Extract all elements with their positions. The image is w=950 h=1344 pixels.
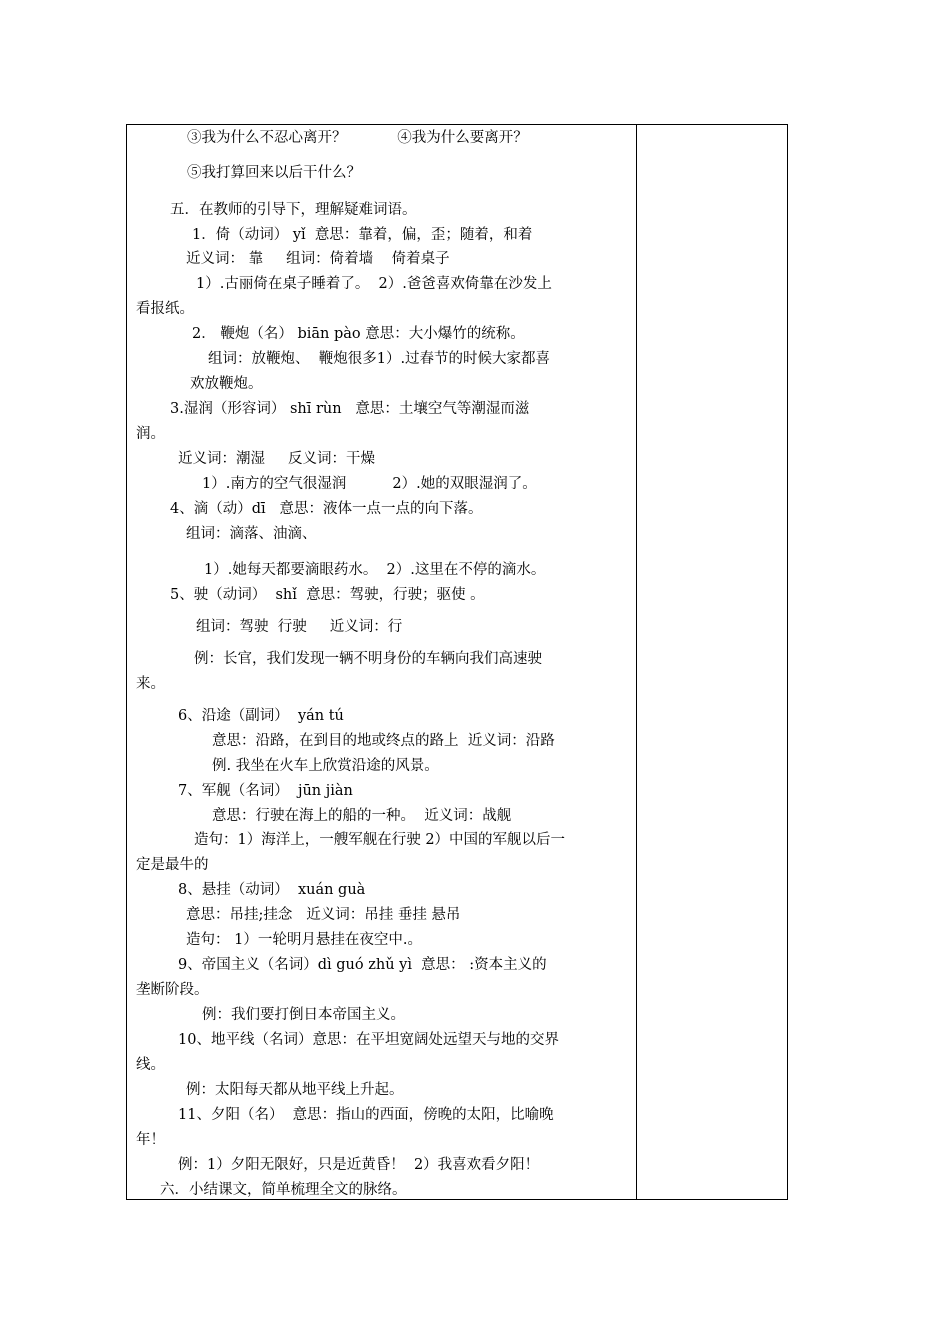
text-line: 定是最牛的 <box>136 857 209 873</box>
text-line: 线。 <box>136 1057 165 1073</box>
text-line: 11、夕阳（名） 意思：指山的西面，傍晚的太阳，比喻晚 <box>178 1107 554 1123</box>
text-line: 例：1）夕阳无限好，只是近黄昏！ 2）我喜欢看夕阳！ <box>178 1157 540 1173</box>
text-line: 组词：放鞭炮、 鞭炮很多1）.过春节的时候大家都喜 <box>208 351 551 367</box>
text-line: 8、悬挂（动词） xuán guà <box>178 882 366 898</box>
text-line: 来。 <box>136 676 165 692</box>
text-line: 造句： 1）一轮明月悬挂在夜空中.。 <box>186 932 422 948</box>
text-line: 3.湿润（形容词） shī rùn 意思：土壤空气等潮湿而滋 <box>170 401 530 417</box>
text-line: 6、沿途（副词） yán tú <box>178 708 344 724</box>
text-line: ⑤我打算回来以后干什么？ <box>187 165 361 181</box>
text-line: 近义词：潮湿 反义词：干燥 <box>178 451 376 467</box>
text-line: ③我为什么不忍心离开？ ④我为什么要离开？ <box>187 130 528 146</box>
text-line: 10、地平线（名词）意思：在平坦宽阔处远望天与地的交界 <box>178 1032 559 1048</box>
text-line: 看报纸。 <box>136 301 194 317</box>
text-line: 组词：驾驶 行驶 近义词：行 <box>196 619 403 635</box>
text-line: 1．倚（动词） yǐ 意思：靠着，偏，歪；随着，和着 <box>192 227 533 243</box>
text-line: 近义词： 靠 组词：倚着墙 倚着桌子 <box>186 251 450 267</box>
text-line: 组词：滴落、油滴、 <box>186 526 317 542</box>
text-line: 例：我们要打倒日本帝国主义。 <box>202 1007 405 1023</box>
text-line: 欢放鞭炮。 <box>190 376 263 392</box>
text-line: 造句：1）海洋上，一艘军舰在行驶 2）中国的军舰以后一 <box>194 832 566 848</box>
column-divider <box>636 124 637 1200</box>
section-heading: 六．小结课文，简单梳理全文的脉络。 <box>160 1182 407 1198</box>
text-line: 2． 鞭炮（名） biān pào 意思：大小爆竹的统称。 <box>192 326 525 342</box>
text-line: 年！ <box>136 1132 165 1148</box>
text-line: 垄断阶段。 <box>136 982 209 998</box>
text-line: 例：长官，我们发现一辆不明身份的车辆向我们高速驶 <box>194 651 542 667</box>
text-line: 7、军舰（名词） jūn jiàn <box>178 783 353 799</box>
text-line: 9、帝国主义（名词）dì guó zhǔ yì 意思： :资本主义的 <box>178 957 547 973</box>
section-heading: 五．在教师的引导下，理解疑难词语。 <box>170 202 417 218</box>
text-line: 1）.她每天都要滴眼药水。 2）.这里在不停的滴水。 <box>204 562 546 578</box>
text-line: 4、滴（动）dī 意思：液体一点一点的向下落。 <box>170 501 483 517</box>
text-line: 5、驶（动词） shǐ 意思：驾驶，行驶；驱使 。 <box>170 587 485 603</box>
text-line: 例：太阳每天都从地平线上升起。 <box>186 1082 404 1098</box>
text-line: 意思：行驶在海上的船的一种。 近义词：战舰 <box>212 808 512 824</box>
text-line: 润。 <box>136 426 165 442</box>
text-line: 1）.南方的空气很湿润 2）.她的双眼湿润了。 <box>202 476 537 492</box>
text-line: 1）.古丽倚在桌子睡着了。 2）.爸爸喜欢倚靠在沙发上 <box>196 276 552 292</box>
text-line: 意思：沿路，在到目的地或终点的路上 近义词：沿路 <box>212 733 555 749</box>
text-line: 意思：吊挂;挂念 近义词：吊挂 垂挂 悬吊 <box>186 907 461 923</box>
text-line: 例. 我坐在火车上欣赏沿途的风景。 <box>212 758 439 774</box>
